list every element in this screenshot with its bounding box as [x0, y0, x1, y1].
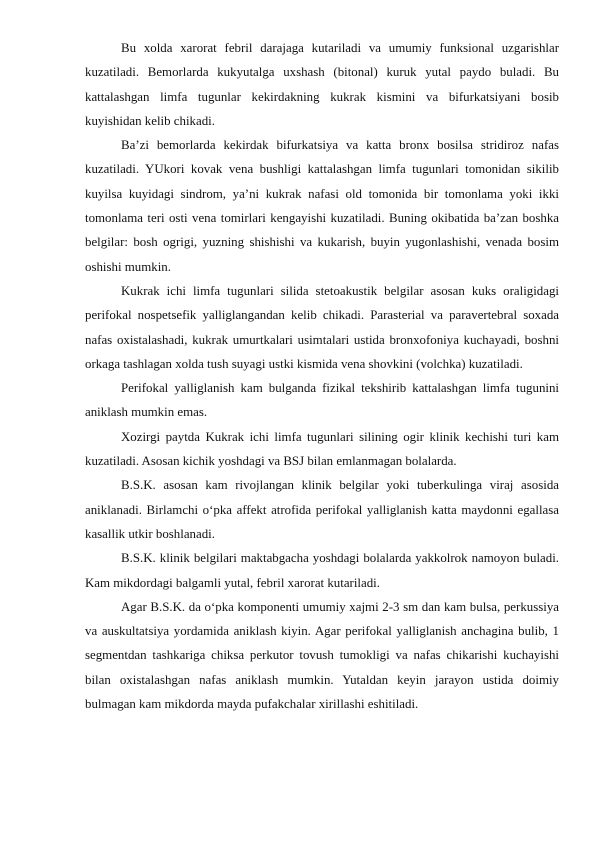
paragraph-3: Kukrak ichi limfa tugunlari silida stetoakustik belgilar asosan kuks oraligidagi perifokal nospetsefik yalliglangandan kelib chikadi. Parasterial va paravertebral soxada nafas oxistalashadi, kukrak umurtkalari usimtalari ustida bronxofoniya kuchayadi, boshni orkaga tashlagan xolda tush suyagi ustki kismida vena shovkini (volchka) kuzatiladi.: [85, 283, 559, 371]
document-page: [85, 36, 559, 716]
paragraph-1: Bu xolda xarorat febril darajaga kutariladi va umumiy funksional uzgarishlar kuzatiladi. Bemorlarda kukyutalga uxshash (bitonal) kuruk yutal paydo buladi. Bu kattalashgan limfa tugunlar kekirdakning kukrak kismini va bifurkatsiyani bosib kuyishidan kelib chikadi.: [85, 41, 559, 128]
paragraph-7: B.S.K. klinik belgilari maktabgacha yoshdagi bolalarda yakkolrok namoyon buladi. Kam mikdordagi balgamli yutal, febril xarorat kutariladi.: [85, 551, 559, 590]
paragraph-8: Agar B.S.K. da o‘pka komponenti umumiy xajmi 2-3 sm dan kam bulsa, perkussiya va auskultatsiya yordamida aniklash kiyin. Agar perifokal yalliglanish anchagina bulib, 1 segmentdan tashkariga chiksa perkutor tovush tumokligi va nafas chikarishi kuchayishi bilan oxistalashgan nafas aniklash mumkin. Yutaldan keyin jarayon ustida doimiy bulmagan kam mikdorda mayda pufakchalar xirillashi eshitiladi.: [85, 599, 559, 712]
paragraph-2: Ba’zi bemorlarda kekirdak bifurkatsiya va katta bronx bosilsa stridiroz nafas kuzatiladi. YUkori kovak vena bushligi kattalashgan limfa tugunlari tomonidan sikilib kuyilsa kuyidagi sindrom, ya’ni kukrak nafasi old tomonida bir tomonlama yoki ikki tomonlama teri osti vena tomirlari kengayishi kuzatiladi. Buning okibatida ba’zan boshka belgilar: bosh ogrigi, yuzning shishishi va kukarish, buyin yugonlashishi, venada bosim oshishi mumkin.: [85, 138, 559, 274]
paragraph-5: Xozirgi paytda Kukrak ichi limfa tugunlari silining ogir klinik kechishi turi kam kuzatiladi. Asosan kichik yoshdagi va BSJ bilan emlanmagan bolalarda.: [85, 429, 559, 469]
paragraph-4: Perifokal yalliglanish kam bulganda fizikal tekshirib kattalashgan limfa tugunini aniklash mumkin emas.: [85, 381, 559, 420]
paragraph-6: B.S.K. asosan kam rivojlangan klinik belgilar yoki tuberkulinga viraj asosida aniklanadi. Birlamchi o‘pka affekt atrofida perifokal yalliglanish katta maydonni egallasa kasallik utkir boshlanadi.: [85, 478, 559, 541]
